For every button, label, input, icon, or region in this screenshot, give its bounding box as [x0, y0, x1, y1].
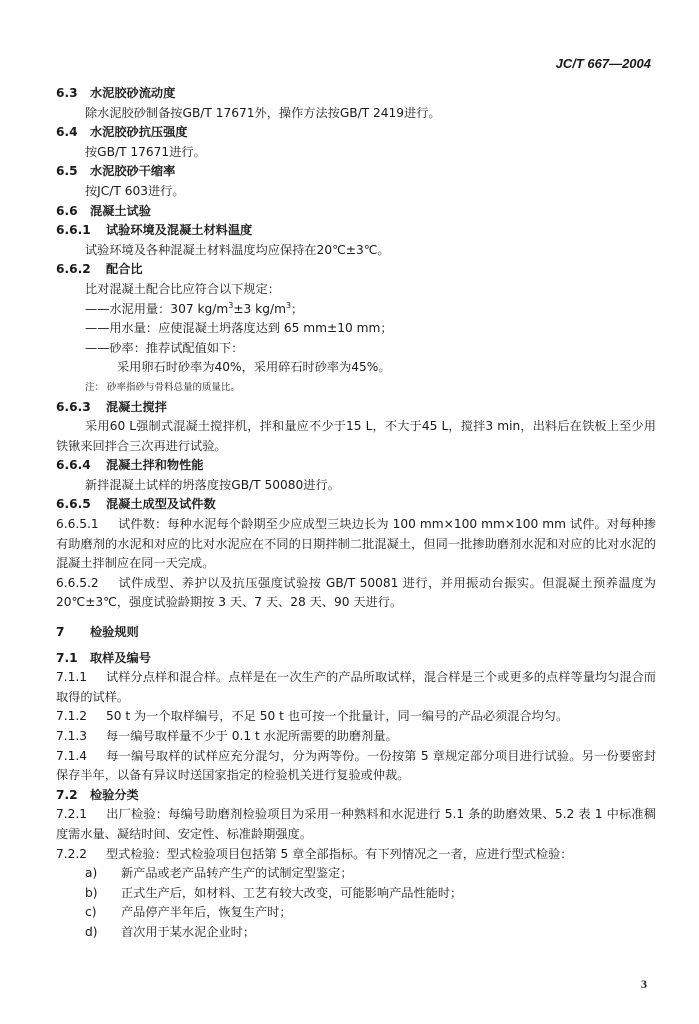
heading-7: 7 检验规则: [56, 625, 139, 640]
note-sand-ratio: 注： 砂率指砂与骨料总量的质量比。: [85, 381, 241, 393]
para-6-6-3: 采用60 L强制式混凝土搅拌机，拌和量应不少于15 L，不大于45 L，搅拌3 min，出料后在铁板上至少用铁锹来回拌合三次再进行试验。: [56, 419, 656, 453]
heading-6-6-1: 6.6.1 试验环境及混凝土材料温度: [56, 223, 253, 238]
para-6-5: 按JC/T 603进行。: [85, 183, 185, 198]
list-item-water-dosage: ——用水量：应使混凝土坍落度达到 65 mm±10 mm；: [85, 321, 393, 336]
para-7-1-2: 7.1.2 50 t 为一个取样编号，不足 50 t 也可按一个批量计，同一编号的产品必须混合均匀。: [56, 709, 569, 724]
heading-6-6-3: 6.6.3 混凝土搅拌: [56, 399, 167, 414]
heading-6-6-5: 6.6.5 混凝土成型及试件数: [56, 497, 216, 512]
heading-7-1: 7.1 取样及编号: [56, 650, 151, 665]
para-7-2-2: 7.2.2 型式检验：型式检验项目包括第 5 章全部指标。有下列情况之一者，应进行型式检验：: [56, 846, 573, 861]
para-7-1-3: 7.1.3 每一编号取样量不少于 0.1 t 水泥所需要的助磨剂量。: [56, 729, 398, 743]
standard-code: JC/T 667—2004: [555, 56, 651, 71]
para-6-6-1: 试验环境及各种混凝土材料温度均应保持在20℃±3℃。: [85, 242, 390, 257]
page-number: 3: [641, 977, 647, 991]
list-item-a: a) 新产品或老产品转产生产的试制定型鉴定；: [85, 866, 353, 881]
para-6-6-5-1: 6.6.5.1 试件数：每种水泥每个龄期至少应成型三块边长为 100 mm×100 mm×100 mm 试件。对每种掺有助磨剂的水泥和对应的比对水泥应在不同的日期拌制二批混凝土，但同一批掺助磨剂水泥和对应的比对水泥的混凝土拌制应在同一天完成。: [56, 517, 656, 571]
heading-6-5: 6.5 水泥胶砂干缩率: [56, 164, 176, 179]
list-item-c: c) 产品停产半年后，恢复生产时；: [85, 905, 292, 920]
para-6-4: 按GB/T 17671进行。: [85, 144, 206, 159]
para-7-1-1: 7.1.1 试样分点样和混合样。点样是在一次生产的产品所取试样，混合样是三个或更多的点样等量均匀混合而取得的试样。: [56, 670, 656, 704]
heading-6-4: 6.4 水泥胶砂抗压强度: [56, 125, 188, 140]
para-6-6-4: 新拌混凝土试样的坍落度按GB/T 50080进行。: [85, 477, 340, 492]
list-item-b: b) 正式生产后，如材料、工艺有较大改变，可能影响产品性能时；: [85, 885, 463, 900]
para-6-6-2-intro: 比对混凝土配合比应符合以下规定：: [85, 281, 280, 296]
heading-6-6-2: 6.6.2 配合比: [56, 262, 143, 277]
sand-ratio-values: 采用卵石时砂率为40%，采用碎石时砂率为45%。: [117, 360, 391, 375]
para-7-2-1: 7.2.1 出厂检验：每编号助磨剂检验项目为采用一种熟料和水泥进行 5.1 条的助磨效果、5.2 表 1 中标准稠度需水量、凝结时间、安定性、标准龄期强度。: [56, 807, 656, 841]
heading-7-2: 7.2 检验分类: [56, 787, 139, 802]
document-body: [56, 84, 656, 943]
heading-6-6: 6.6 混凝土试验: [56, 203, 151, 218]
para-7-1-4: 7.1.4 每一编号取样的试样应充分混匀，分为两等份。一份按第 5 章规定部分项目进行试验。另一份要密封保存半年，以备有异议时送国家指定的检验机关进行复验或仲裁。: [56, 748, 656, 783]
list-item-sand-ratio: ——砂率：推荐试配值如下：: [85, 340, 244, 355]
list-item-cement-dosage: ——水泥用量：307 $kg/m^3\pm 3$ $kg/m^3$；: [85, 300, 304, 316]
heading-6-3: 6.3 水泥胶砂流动度: [56, 86, 176, 100]
heading-6-6-4: 6.6.4 混凝土拌和物性能: [56, 458, 204, 473]
list-item-d: d) 首次用于某水泥企业时；: [85, 924, 256, 939]
para-6-6-5-2: 6.6.5.2 试件成型、养护以及抗压强度试验按 GB/T 50081 进行，并用振动台振实。但混凝土预养温度为 20℃±3℃，强度试验龄期按 3 天、7 天、28 天、90 天进行。: [56, 575, 656, 610]
para-6-3: 除水泥胶砂制备按GB/T 17671外，操作方法按GB/T 2419进行。: [85, 105, 441, 120]
